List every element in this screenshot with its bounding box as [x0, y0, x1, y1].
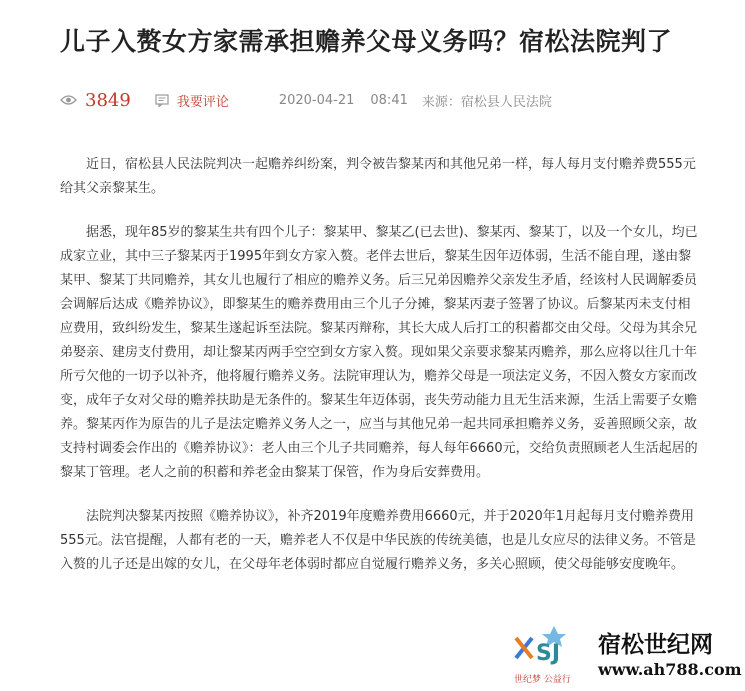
- watermark-site-name: 宿松世纪网: [598, 632, 713, 658]
- paragraph: 法院判决黎某丙按照《赡养协议》，补齐2019年度赡养费用6660元，并于2020年1月起每月支付赡养费用555元。法官提醒，人都有老的一天，赡养老人不仅是中华民族的传统美德，也是儿女应尽的法律义务。不管是入赘的儿子还是出嫁的女儿，在父母年老体弱时都应自觉履行赡养义务，多关心照顾，使父母能够安度晚年。: [60, 509, 696, 572]
- paragraph: 据悉，现年85岁的黎某生共有四个儿子：黎某甲、黎某乙(已去世)、黎某丙、黎某丁，以及一个女儿，均已成家立业，其中三子黎某丙于1995年到女方家入赘。老伴去世后，黎某生因年迈体弱，生活不能自理，遂由黎某甲、黎某丁共同赡养，其女儿也履行了相应的赡养义务。后三兄弟因赡养父亲发生矛盾，经该村人民调解委员会调解后达成《赡养协议》，即黎某生的赡养费用由三个儿子分摊，黎某丙妻子签署了协议。后黎某丙未支付相应费用，致纠纷发生，黎某生遂起诉至法院。黎某丙辩称，其长大成人后打工的积蓄都交由父母。父母为其余兄弟娶亲、建房支付费用，却让黎某丙两手空空到女方家入赘。现如果父亲要求黎某丙赡养，那么应将以往几十年所亏欠他的一切予以补齐，他将履行赡养义务。法院审理认为，赡养父母是一项法定义务，不因入赘女方家而改变，成年子女对父母的赡养扶助是无条件的。黎某生年迈体弱，丧失劳动能力且无生活来源，生活上需要子女赡养。黎某丙作为原告的儿子是法定赡养义务人之一，应当与其他兄弟一起共同承担赡养义务，妥善照顾父亲，故支持村调委会作出的《赡养协议》：老人由三个儿子共同赡养，每人每年6660元，交给负责照顾老人生活起居的黎某丁管理。老人之前的积蓄和养老金由黎某丁保管，作为身后安葬费用。: [60, 225, 698, 480]
- publish-time: 08:41: [370, 92, 408, 108]
- svg-text:SJ: SJ: [536, 641, 561, 666]
- publish-date: 2020-04-21: [278, 92, 355, 108]
- watermark-slogan: 世纪梦 公益行: [514, 675, 571, 685]
- watermark-url: www.ah788.com: [598, 660, 742, 679]
- eye-icon: [60, 94, 77, 106]
- watermark-logo-icon: [508, 616, 588, 676]
- watermark: [508, 616, 745, 691]
- comment-link[interactable]: 我要评论: [176, 94, 229, 110]
- article-title: 儿子入赘女方家需承担赡养父母义务吗？宿松法院判了: [60, 27, 673, 56]
- paragraph: 近日，宿松县人民法院判决一起赡养纠纷案，判令被告黎某丙和其他兄弟一样，每人每月支付赡养费555元给其父亲黎某生。: [60, 157, 696, 196]
- article-meta: [60, 88, 720, 112]
- comment-icon[interactable]: [155, 94, 169, 107]
- article-body: [60, 153, 700, 597]
- article-source: 来源：宿松县人民法院: [421, 94, 552, 110]
- view-count: 3849: [85, 89, 131, 111]
